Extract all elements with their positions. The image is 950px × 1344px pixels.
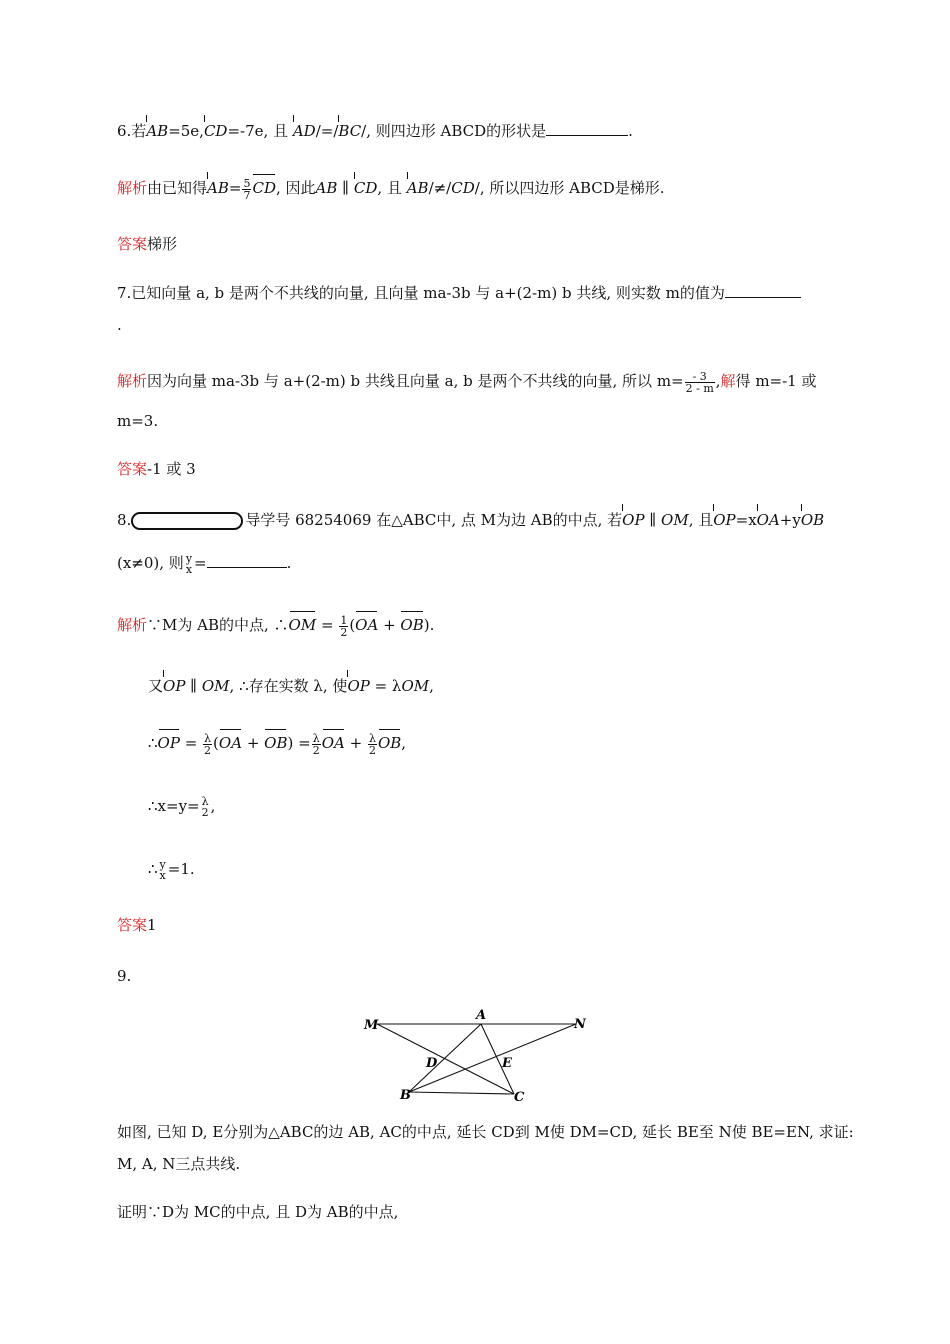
vector-ob: OB bbox=[800, 511, 825, 529]
answer-blank[interactable] bbox=[207, 553, 287, 568]
vector-oa: OA bbox=[218, 734, 243, 752]
question-number: 8. bbox=[117, 511, 132, 529]
question-number: 6. bbox=[117, 122, 132, 140]
vector-om: OM bbox=[661, 511, 689, 529]
numerator: y bbox=[159, 858, 166, 871]
text: =5e, bbox=[168, 122, 204, 140]
question-9-line2 bbox=[117, 1153, 240, 1175]
question-7 bbox=[117, 282, 801, 304]
fraction bbox=[368, 733, 377, 756]
text: 若 bbox=[131, 122, 147, 140]
solution-8-line3 bbox=[148, 732, 406, 756]
text: . bbox=[628, 122, 633, 140]
text: = bbox=[179, 734, 203, 752]
fraction bbox=[185, 553, 193, 575]
text: /, 则四边形 ABCD的形状是 bbox=[361, 122, 547, 140]
answer-8 bbox=[117, 914, 157, 936]
vector-ab: AB bbox=[146, 122, 169, 140]
answer-blank[interactable] bbox=[725, 283, 801, 298]
proof-9 bbox=[117, 1201, 398, 1223]
answer-label: 答案 bbox=[117, 235, 148, 253]
question-7-line2 bbox=[117, 314, 122, 336]
solution-6 bbox=[117, 177, 665, 201]
label-a: A bbox=[476, 1008, 487, 1023]
vector-ob: OB bbox=[400, 616, 424, 634]
text: ∴ bbox=[148, 860, 158, 878]
denominator: 2 bbox=[312, 743, 320, 757]
text: ( bbox=[213, 734, 219, 752]
text: = λ bbox=[369, 677, 402, 695]
denominator: 7 bbox=[243, 188, 251, 202]
solution-label: 解析 bbox=[117, 179, 148, 197]
vector-op: OP bbox=[157, 734, 180, 752]
vector-oa: OA bbox=[756, 511, 780, 529]
answer-text: 梯形 bbox=[147, 235, 178, 253]
solution-label: 解析 bbox=[117, 616, 148, 634]
text: +y bbox=[779, 511, 801, 529]
vector-ob: OB bbox=[264, 734, 288, 752]
vector-oa: OA bbox=[321, 734, 345, 752]
vector-op: OP bbox=[163, 677, 186, 695]
text: ) = bbox=[287, 734, 311, 752]
text: + bbox=[378, 616, 401, 634]
question-text: 7.已知向量 a, b 是两个不共线的向量, 且向量 ma-3b 与 a+(2-m) b 共线, 则实数 m的值为 bbox=[117, 284, 725, 302]
answer-label: 答案 bbox=[117, 916, 148, 934]
text: , bbox=[715, 372, 721, 390]
text: . bbox=[286, 554, 292, 572]
numerator: λ bbox=[201, 795, 209, 808]
proof-label: 证明 bbox=[117, 1203, 148, 1221]
vector-om: OM bbox=[201, 677, 230, 695]
denominator: x bbox=[159, 869, 166, 882]
numerator: 1 bbox=[340, 613, 348, 627]
denominator: 2 bbox=[204, 743, 212, 757]
denominator: x bbox=[185, 563, 193, 576]
text: =x bbox=[735, 511, 757, 529]
text: m=3. bbox=[117, 412, 159, 430]
text: ∴x=y= bbox=[148, 797, 200, 815]
solution-8-line4 bbox=[148, 795, 215, 818]
numerator: - 3 bbox=[685, 371, 715, 383]
text: 得 m=-1 或 bbox=[735, 372, 817, 390]
text: ∥ bbox=[337, 179, 354, 197]
label-n: N bbox=[574, 1017, 586, 1032]
denominator: 2 - m bbox=[685, 381, 714, 395]
text: /≠/ bbox=[428, 179, 452, 197]
numerator: y bbox=[185, 552, 193, 565]
text: , ∴存在实数 λ, 使 bbox=[229, 677, 348, 695]
vector-ab: AB bbox=[315, 179, 338, 197]
label-c: C bbox=[514, 1090, 525, 1105]
question-6 bbox=[117, 120, 633, 142]
text: ∴ bbox=[148, 734, 158, 752]
denominator: 2 bbox=[368, 743, 376, 757]
answer-blank[interactable] bbox=[546, 121, 628, 136]
vector-op: OP bbox=[713, 511, 736, 529]
text: 因为向量 ma-3b 与 a+(2-m) b 共线且向量 a, b 是两个不共线的向量, 所以 m= bbox=[147, 372, 684, 390]
question-text: 如图, 已知 D, E分别为△ABC的边 AB, AC的中点, 延长 CD到 M使 DM=CD, 延长 BE至 N使 BE=EN, 求证: bbox=[117, 1123, 854, 1141]
vector-op: OP bbox=[622, 511, 645, 529]
numerator: λ bbox=[368, 731, 376, 745]
denominator: 2 bbox=[201, 806, 209, 819]
text: = bbox=[316, 616, 339, 634]
question-8 bbox=[117, 509, 824, 531]
fraction bbox=[159, 859, 167, 881]
solution-label: 解析 bbox=[117, 372, 148, 390]
answer-7 bbox=[117, 458, 196, 480]
fraction bbox=[685, 371, 715, 394]
text: . bbox=[117, 316, 122, 334]
vector-op: OP bbox=[347, 677, 370, 695]
text: + bbox=[344, 734, 367, 752]
side-ab bbox=[409, 1024, 481, 1092]
label-d: D bbox=[426, 1056, 438, 1071]
text: =1. bbox=[167, 860, 195, 878]
text: , bbox=[210, 797, 216, 815]
fraction bbox=[201, 796, 210, 818]
text: 导学号 68254069 在△ABC中, 点 M为边 AB的中点, 若 bbox=[245, 511, 623, 529]
text: ( bbox=[349, 616, 356, 634]
text: , 且 bbox=[377, 179, 402, 197]
question-8-line2 bbox=[117, 552, 291, 575]
answer-text: -1 或 3 bbox=[147, 460, 196, 478]
text: /, 所以四边形 ABCD是梯形. bbox=[474, 179, 665, 197]
solution-label: 解 bbox=[720, 372, 736, 390]
fraction bbox=[339, 615, 348, 638]
question-number: 9. bbox=[117, 967, 132, 985]
vector-ab: AB bbox=[207, 179, 229, 197]
text: =-7e, 且 bbox=[227, 122, 289, 140]
text: ∵M为 AB的中点, ∴ bbox=[147, 616, 289, 634]
text: (x≠0), 则 bbox=[117, 554, 184, 572]
side-bc bbox=[409, 1092, 514, 1094]
vector-bc: BC bbox=[338, 122, 362, 140]
solution-8-line1 bbox=[117, 614, 434, 638]
numerator: λ bbox=[312, 731, 320, 745]
question-9-number bbox=[117, 965, 131, 987]
question-text: M, A, N三点共线. bbox=[117, 1155, 241, 1173]
line-mc bbox=[377, 1024, 514, 1094]
vector-cd: CD bbox=[203, 122, 228, 140]
numerator: 5 bbox=[243, 176, 251, 190]
geometry-figure bbox=[360, 1008, 600, 1108]
text: , 且 bbox=[688, 511, 714, 529]
text: , bbox=[401, 734, 407, 752]
guide-badge bbox=[131, 512, 243, 530]
label-m: M bbox=[364, 1018, 379, 1033]
text: = bbox=[194, 554, 207, 572]
vector-om: OM bbox=[401, 677, 430, 695]
vector-cd: CD bbox=[252, 179, 276, 197]
text: = bbox=[228, 179, 242, 197]
text: , bbox=[429, 677, 434, 695]
vector-oa: OA bbox=[355, 616, 379, 634]
vector-ad: AD bbox=[292, 122, 316, 140]
vector-cd: CD bbox=[353, 179, 378, 197]
answer-label: 答案 bbox=[117, 460, 148, 478]
denominator: 2 bbox=[340, 625, 348, 639]
text: ∥ bbox=[185, 677, 202, 695]
fraction bbox=[203, 733, 212, 756]
vector-ab: AB bbox=[406, 179, 429, 197]
solution-8-line5 bbox=[148, 858, 195, 881]
question-9-line1 bbox=[117, 1121, 854, 1143]
label-b: B bbox=[400, 1088, 411, 1103]
vector-cd: CD bbox=[451, 179, 475, 197]
vector-ob: OB bbox=[377, 734, 402, 752]
solution-8-line2 bbox=[148, 675, 434, 697]
vector-om: OM bbox=[288, 616, 317, 634]
proof-text: ∵D为 MC的中点, 且 D为 AB的中点, bbox=[147, 1203, 399, 1221]
label-e: E bbox=[502, 1056, 512, 1071]
fraction bbox=[242, 178, 251, 201]
answer-text: 1 bbox=[147, 916, 157, 934]
text: 由已知得 bbox=[147, 179, 208, 197]
text: ). bbox=[423, 616, 435, 634]
text: ∥ bbox=[644, 511, 662, 529]
numerator: λ bbox=[204, 731, 212, 745]
solution-7 bbox=[117, 370, 817, 394]
text: 又 bbox=[148, 677, 164, 695]
text: , 因此 bbox=[275, 179, 316, 197]
fraction bbox=[312, 733, 321, 756]
solution-7-line2 bbox=[117, 410, 158, 432]
answer-6 bbox=[117, 233, 177, 255]
text: + bbox=[242, 734, 265, 752]
text: /=/ bbox=[315, 122, 339, 140]
